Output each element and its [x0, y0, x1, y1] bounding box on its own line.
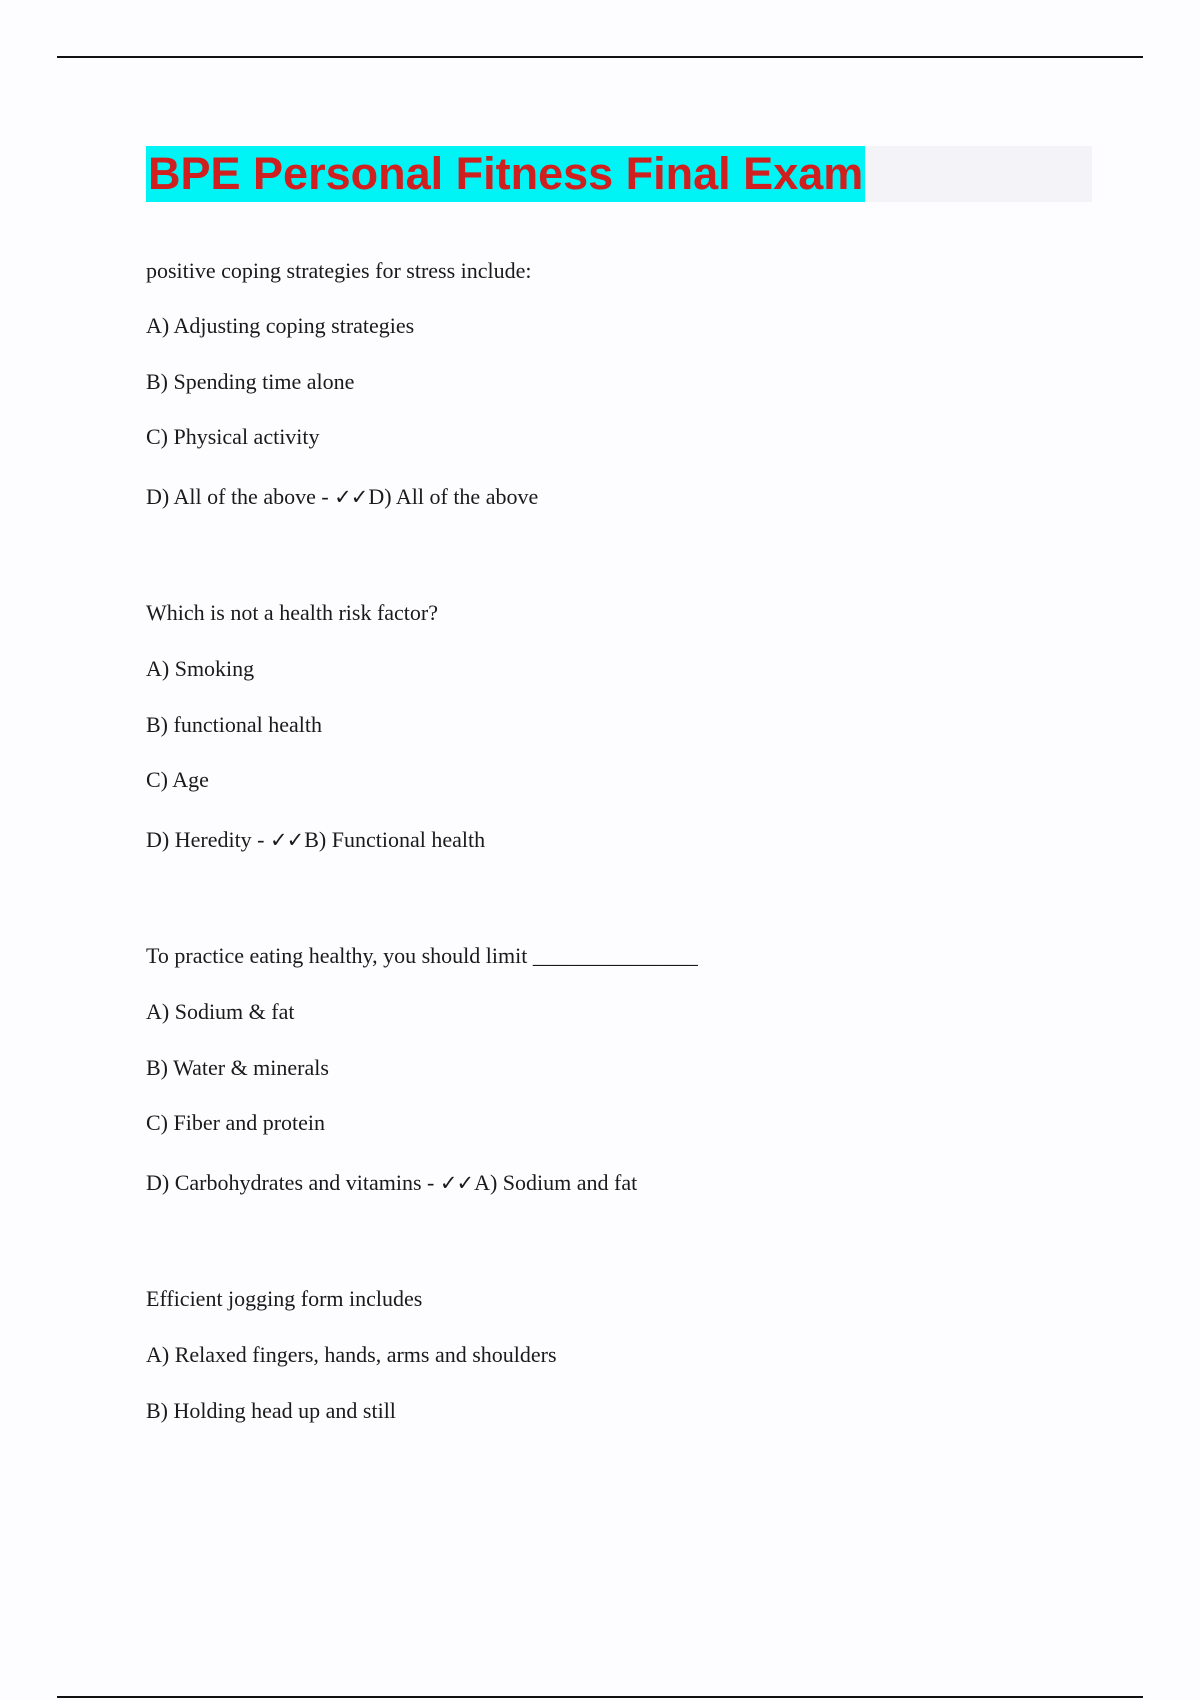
question-1-option-d: D) All of the above - — [146, 484, 335, 509]
question-2-option-d-answer-line — [146, 826, 485, 854]
question-2-option-a: A) Smoking — [146, 656, 255, 681]
question-2-option-b: B) functional health — [146, 712, 322, 737]
question-4-prompt: Efficient jogging form includes — [146, 1286, 423, 1311]
question-3-option-c: C) Fiber and protein — [146, 1110, 326, 1135]
question-4-option-b: B) Holding head up and still — [146, 1398, 396, 1423]
check-icon: ✓✓ — [439, 1171, 474, 1195]
check-icon: ✓✓ — [270, 828, 304, 852]
question-4-option-a: A) Relaxed fingers, hands, arms and shoulders — [146, 1342, 557, 1367]
question-1-option-d-answer-line — [146, 483, 538, 511]
question-1-prompt: positive coping strategies for stress include: — [146, 258, 532, 283]
question-3-prompt: To practice eating healthy, you should limit _______________ — [146, 943, 698, 968]
question-3-answer: A) Sodium and fat — [474, 1170, 638, 1195]
question-1-option-b: B) Spending time alone — [146, 369, 355, 394]
header-rule — [57, 56, 1143, 58]
question-3-option-d: D) Carbohydrates and vitamins - — [146, 1170, 440, 1195]
check-icon: ✓✓ — [334, 485, 368, 509]
question-3-option-a: A) Sodium & fat — [146, 999, 295, 1024]
question-2-option-d: D) Heredity - — [146, 827, 271, 852]
question-2-prompt: Which is not a health risk factor? — [146, 600, 439, 625]
question-1-option-a: A) Adjusting coping strategies — [146, 313, 415, 338]
question-2-answer: B) Functional health — [304, 827, 486, 852]
question-1-answer: D) All of the above — [368, 484, 539, 509]
question-3-option-b: B) Water & minerals — [146, 1055, 329, 1080]
question-2-option-c: C) Age — [146, 767, 209, 792]
page-title: BPE Personal Fitness Final Exam — [146, 146, 865, 202]
footer-rule — [57, 1696, 1143, 1698]
question-3-option-d-answer-line — [146, 1169, 637, 1197]
question-1-option-c: C) Physical activity — [146, 424, 320, 449]
